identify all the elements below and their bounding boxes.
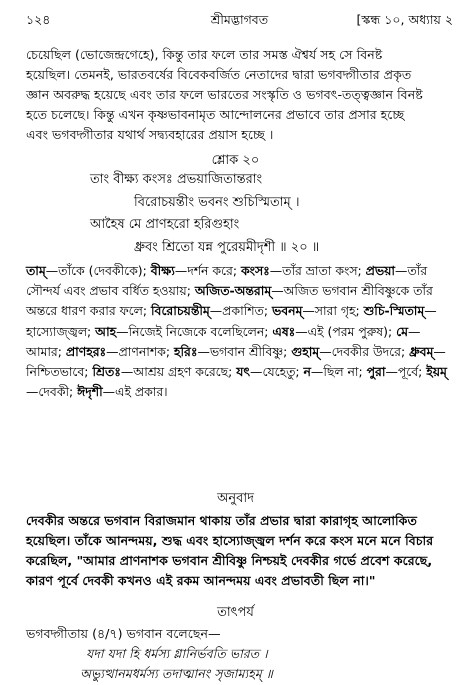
word-term: প্রভয়া	[365, 263, 396, 278]
word-term: যৎ	[236, 364, 251, 380]
word-term: মে	[396, 323, 408, 339]
verse-line: আহৈষ মে প্রাণহরো হরিগুহাং	[90, 217, 240, 232]
intro-line: হতে চলেছে। কিন্তু এখন কৃষ্ণভাবনামৃত আন্দোলনের প্রভাবে তার প্রসার হচ্ছে	[26, 107, 405, 122]
chapter-reference: [স্কন্ধ ১০, অধ্যায় ২	[356, 12, 453, 27]
word-term: এষঃ	[272, 323, 296, 339]
gita-quote-line: অভ্যুত্থানমধর্মস্য তদাত্মানং সৃজাম্যহম্ ॥	[80, 666, 273, 681]
word-term: আহ	[95, 323, 117, 339]
word-term: ইয়ম্	[426, 364, 447, 380]
word-meaning: তাঁকে (দেবকীকে);	[58, 263, 151, 278]
intro-paragraph	[26, 45, 453, 145]
book-title: শ্রীমদ্ভাগবত	[210, 12, 269, 27]
word-meaning: হাস্যোজ্জ্বল;	[26, 323, 96, 339]
word-meaning: নিশ্চিতভাবে;	[26, 364, 93, 380]
word-meaning: যেহেতু;	[262, 364, 304, 380]
word-term: ন	[303, 364, 311, 380]
intro-line: জ্ঞান অবরুদ্ধ হয়েছে এবং তার ফলে ভারতের সংস্কৃতি ও ভগবৎ-তত্ত্বজ্ঞান বিনষ্ট	[26, 87, 423, 102]
word-meaning: নিজেই নিজেকে বলেছিলেন;	[128, 323, 273, 339]
verse-line: তাং বীক্ষ্য কংসঃ প্রভয়াজিতান্তরাং	[90, 172, 263, 187]
purport-heading: তাৎপর্য	[217, 605, 254, 620]
word-term: ধ্রুবম্	[409, 343, 434, 359]
word-term: তাম্	[26, 263, 46, 278]
word-for-word-meanings: তাম্—তাঁকে (দেবকীকে); বীক্ষ্য—দর্শন করে; কংসঃ—তাঁর ভ্রাতা কংস; প্রভয়া—তাঁর সৌন্দর্য এবং প্রভাব বর্ধিত হওয়ায়; অজিত-অন্তরাম্—অজিত ভগবান শ্রীবিষ্ণুকে তাঁর অন্তরে ধারণ করার ফলে; বিরোচয়ন্তীম্—প্রকাশিত; ভবনম্—সারা গৃহ; শুচি-স্মিতাম্—হাস্যোজ্জ্বল; আহ—নিজেই নিজেকে বলেছিলেন; এষঃ—এই (পরম পুরুষ); মে—আমার; প্রাণহরঃ—প্রাণনাশক; হরিঃ—ভগবান শ্রীবিষ্ণু; গুহাম্—দেবকীর উদরে; ধ্রুবম্—নিশ্চিতভাবে; শ্রিতঃ—আশ্রয় গ্রহণ করেছে; যৎ—যেহেতু; ন—ছিল না; পুরা—পূর্বে; ইয়ম্—দেবকী; ঈদৃশী—এই প্রকার।	[26, 263, 447, 400]
page-number: ১২৪	[26, 12, 51, 27]
intro-line: এবং ভগবদ্গীতার যথার্থ সদ্ব্যবহারের প্রয়াস হচ্ছে ।	[26, 127, 274, 142]
word-meaning: ভগবান শ্রীবিষ্ণু;	[209, 343, 292, 359]
verse-heading: শ্লোক ২০	[211, 153, 260, 168]
verse-line: ধ্রুবং শ্রিতো যন্ন পুরেয়মীদৃশী ॥ ২০ ॥	[134, 239, 320, 255]
word-term: শুচি-স্মিতাম্	[363, 303, 425, 319]
translation-heading: অনুবাদ	[217, 491, 254, 506]
word-term: ভবনম্	[271, 303, 303, 319]
translation-text: দেবকীর অন্তরে ভগবান বিরাজমান থাকায় তাঁর প্রভার দ্বারা কারাগৃহ আলোকিত হয়েছিল। তাঁকে আনন্দময়, শুদ্ধ এবং হাস্যোজ্জ্বল দর্শন করে কংস মনে মনে বিচার করেছিল, "আমার প্রাণনাশক ভগবান শ্রীবিষ্ণু নিশ্চয়ই দেবকীর গর্ভে প্রবেশ করেছে, কারণ পূর্বে দেবকী কখনও এই রকম আনন্দময় এবং প্রভাবতী ছিল না।"	[26, 513, 434, 588]
word-term: বিরোচয়ন্তীম্	[151, 303, 210, 319]
word-term: গুহাম্	[291, 343, 320, 359]
intro-line: হয়েছিল। তেমনই, ভারতবর্ষের বিবেকবর্জিত নেতাদের দ্বারা ভগবদ্গীতার প্রকৃত	[26, 67, 412, 82]
word-term: কংসঃ	[240, 263, 270, 278]
word-meaning: দেবকীর উদরে;	[331, 343, 410, 359]
word-meaning: এই প্রকার।	[115, 384, 168, 400]
purport-text	[26, 624, 453, 684]
word-term: হরিঃ	[173, 343, 198, 359]
word-term: পুরা	[366, 364, 386, 380]
word-meaning: দেবকী;	[38, 384, 78, 400]
page-header	[26, 10, 453, 30]
gita-quote-line: যদা যদা হি ধর্মস্য গ্লানির্ভবতি ভারত ।	[86, 646, 268, 661]
word-term: শ্রিতঃ	[92, 364, 121, 380]
verse-line: বিরোচয়ন্তীং ভবনং শুচিস্মিতাম্ ।	[134, 194, 300, 210]
word-term: প্রাণহরঃ	[65, 343, 107, 359]
word-term: অজিত-অন্তরাম্	[194, 283, 272, 299]
sanskrit-verse	[0, 169, 471, 259]
word-meaning: দর্শন করে;	[187, 263, 241, 278]
word-term: বীক্ষ্য	[150, 263, 175, 278]
word-term: ঈদৃশী	[77, 384, 103, 400]
word-meaning: প্রকাশিত;	[222, 303, 272, 319]
word-meaning: আমার;	[26, 343, 66, 359]
word-meaning: তাঁর ভ্রাতা কংস;	[282, 263, 366, 278]
word-meaning: তাঁর সৌন্দর্য এবং প্রভাব বর্ধিত হওয়ায়;	[26, 263, 428, 299]
word-meaning: প্রাণনাশক;	[118, 343, 174, 359]
word-meaning: ছিল না;	[323, 364, 367, 380]
word-meaning: এই (পরম পুরুষ);	[307, 323, 397, 339]
word-meaning: আশ্রয় গ্রহণ করেছে;	[133, 364, 237, 380]
word-meaning: অজিত ভগবান শ্রীবিষ্ণুকে তাঁর অন্তরে ধারণ করার ফলে;	[26, 283, 433, 319]
word-meaning: সারা গৃহ;	[314, 303, 364, 319]
intro-line: চেয়েছিল (ভোজেন্দ্রগেহে), কিন্তু তার ফলে তার সমস্ত ঐশ্বর্য সহ সে বিনষ্ট	[26, 47, 383, 62]
word-meaning: পূর্বে;	[397, 364, 427, 380]
purport-intro-line: ভগবদ্গীতায় (৪/৭) ভগবান বলেছেন—	[26, 626, 221, 641]
